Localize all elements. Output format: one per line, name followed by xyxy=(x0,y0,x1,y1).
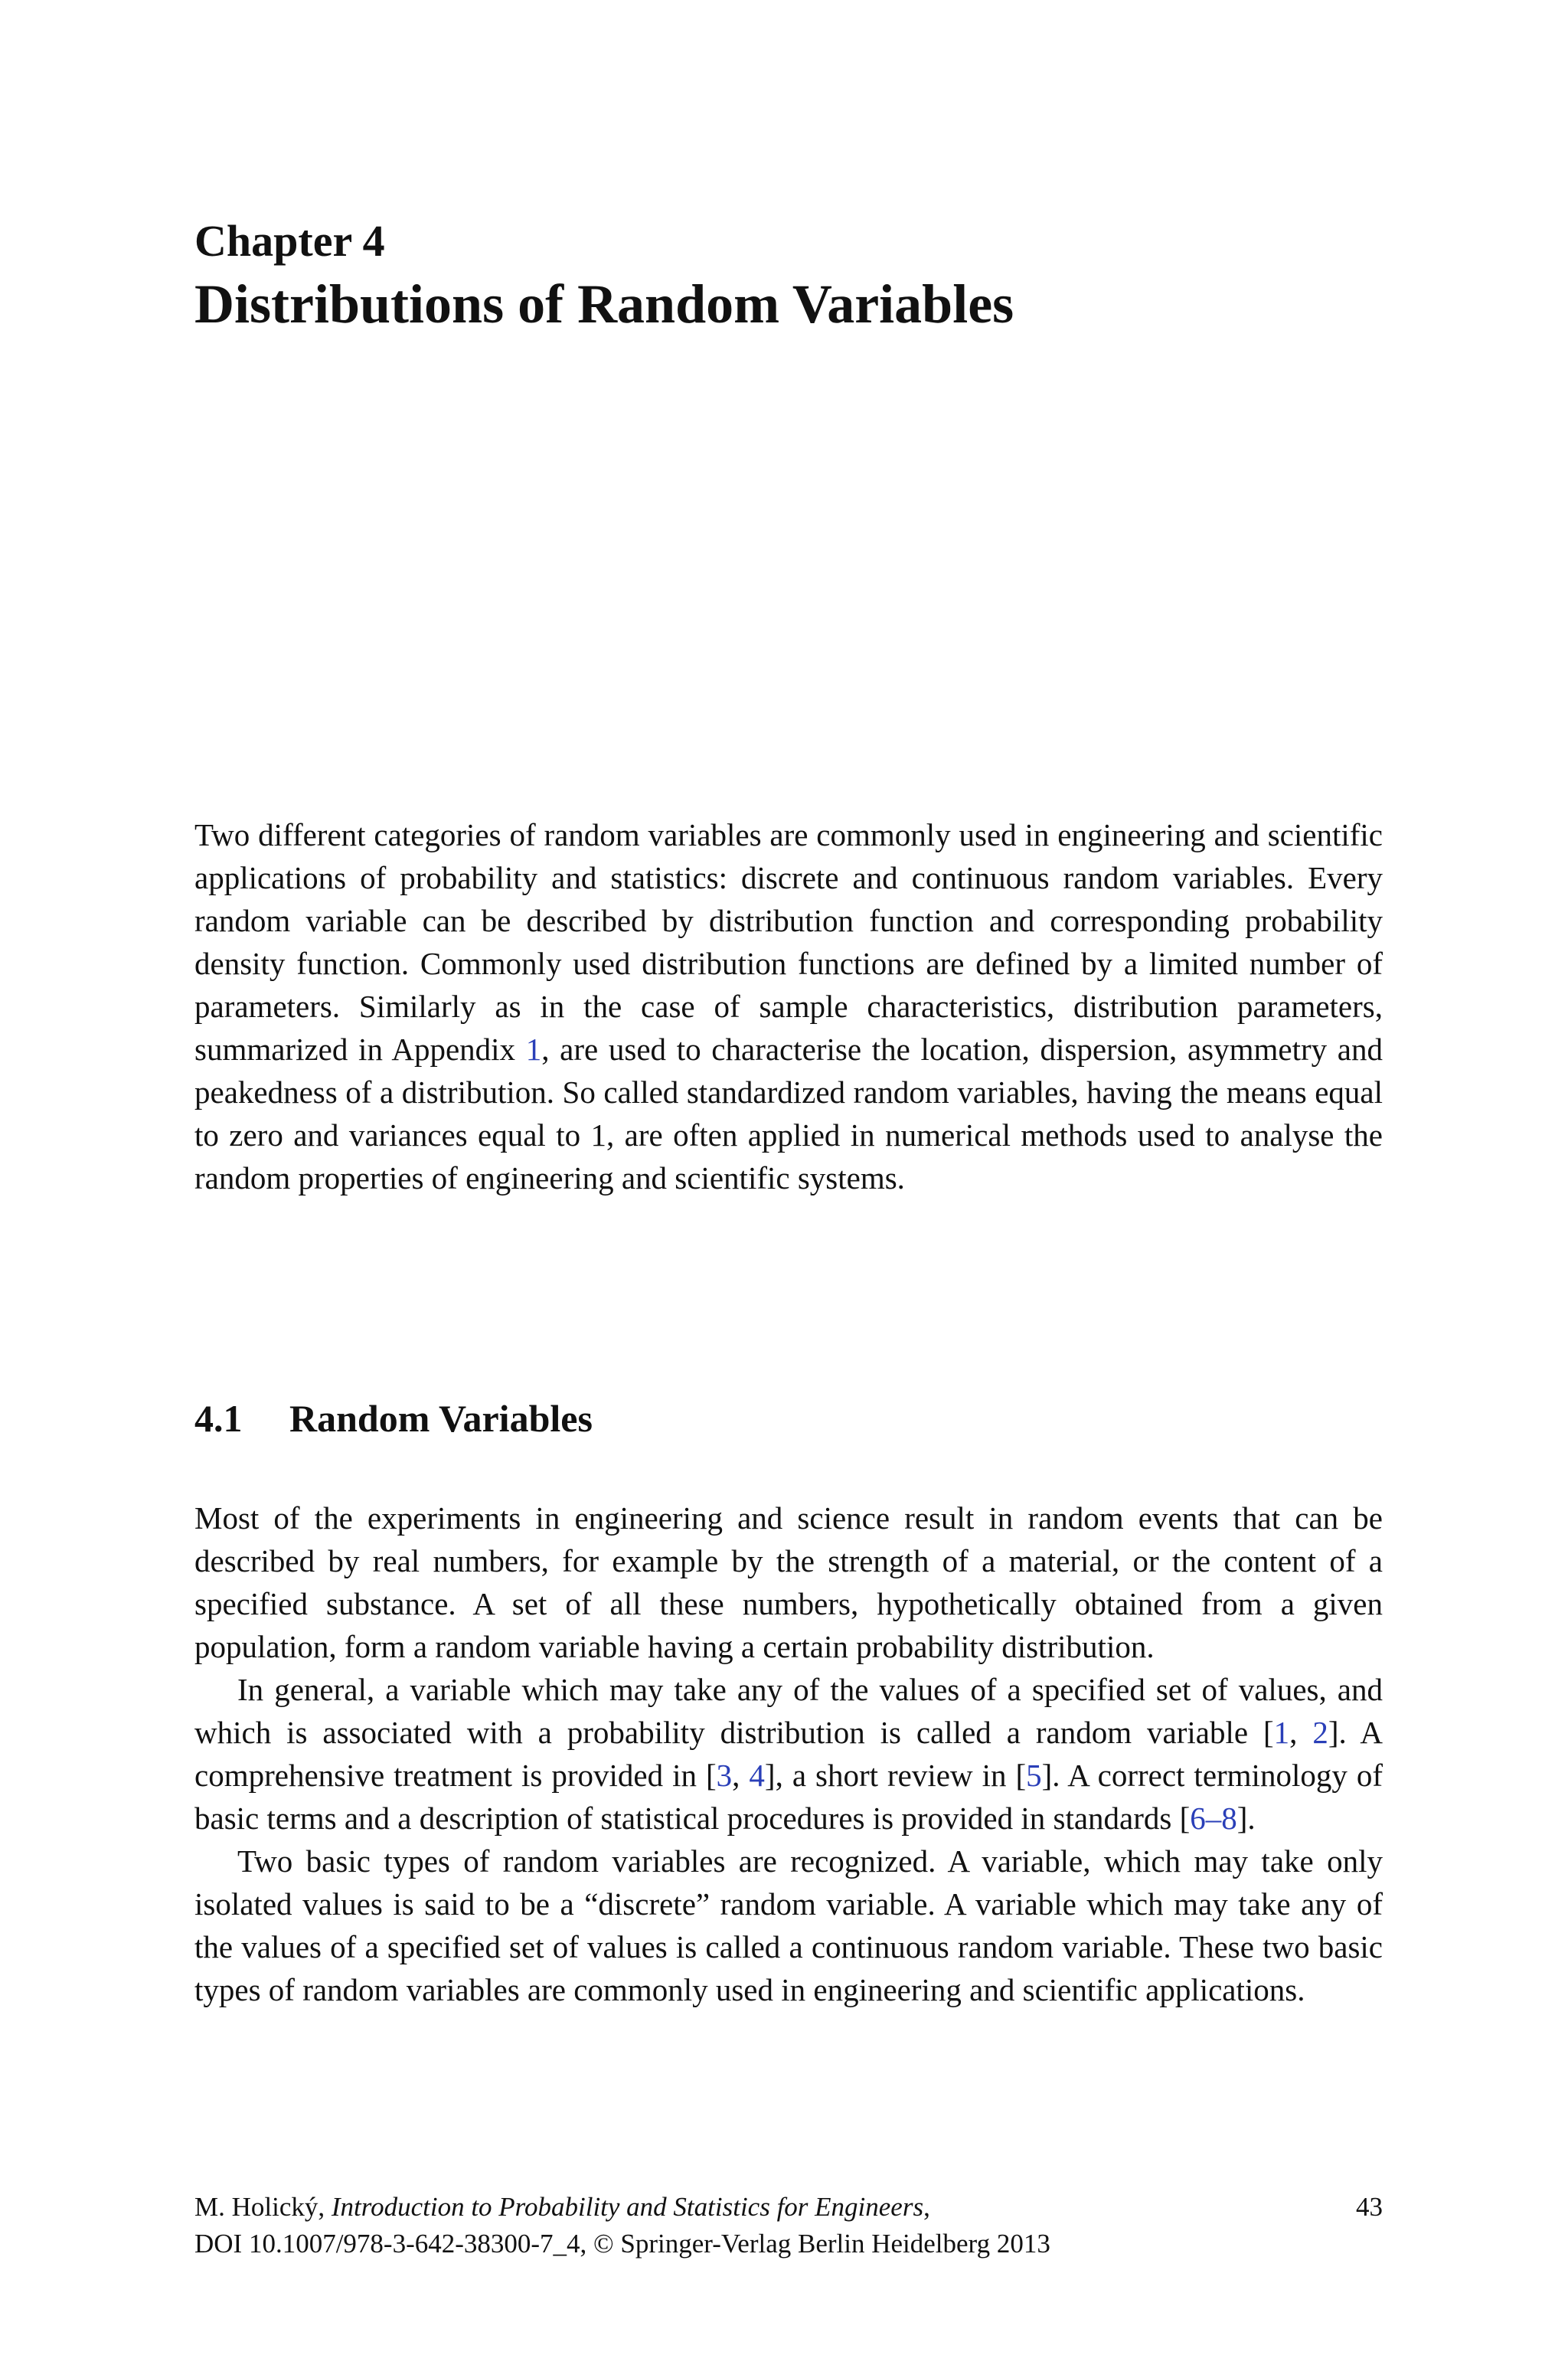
citation-link[interactable]: 6–8 xyxy=(1190,1801,1237,1836)
citation-link[interactable]: 5 xyxy=(1026,1758,1042,1793)
chapter-abstract xyxy=(194,813,1383,1199)
paragraph-text: In general, a variable which may take any of the values of a specified set of values, and which is associated with a probability distribution is called a random variable [ xyxy=(194,1672,1383,1750)
citation-link[interactable]: 4 xyxy=(749,1758,765,1793)
paragraph xyxy=(194,1668,1383,1840)
section-title: Random Variables xyxy=(289,1397,593,1440)
abstract-text: Two different categories of random variables are commonly used in engineering and scientific applications of probability and statistics: discrete and continuous random variables. Every random variable can be described by distribution function and corresponding probability density function. Commonly used distribution functions are defined by a limited number of parameters. Similarly as in the case of sample characteristics, distribution parameters, summarized in Appendix xyxy=(194,817,1383,1067)
page-number: 43 xyxy=(1356,2192,1383,2222)
paragraph-text: ], a short review in [ xyxy=(764,1758,1027,1793)
footer-comma: , xyxy=(923,2192,930,2222)
section-heading xyxy=(194,1395,593,1441)
footer-book-title: Introduction to Probability and Statistics for Engineers xyxy=(331,2192,924,2222)
footer-citation xyxy=(194,2189,930,2226)
paragraph-text: , xyxy=(1289,1715,1313,1750)
page-footer xyxy=(194,2189,1383,2262)
paragraph-text: ]. A correct terminology of basic terms and a description of statistical procedures is provided in standards [ xyxy=(194,1758,1383,1836)
footer-author: M. Holický, xyxy=(194,2192,332,2222)
footer-doi: DOI 10.1007/978-3-642-38300-7_4, © Springer-Verlag Berlin Heidelberg 2013 xyxy=(194,2229,1050,2259)
footer-citation-line xyxy=(194,2189,1383,2226)
chapter-label: Chapter 4 xyxy=(194,216,385,266)
citation-link[interactable]: 3 xyxy=(716,1758,733,1793)
section-body xyxy=(194,1496,1383,2011)
paragraph: Most of the experiments in engineering and science result in random events that can be described by real numbers, for example by the strength of a material, or the content of a specified substance. A set of all these numbers, hypothetically obtained from a given population, form a random variable having a certain probability distribution. xyxy=(194,1500,1383,1664)
paragraph: Two basic types of random variables are recognized. A variable, which may take only isolated values is said to be a “discrete” random variable. A variable which may take any of the values of a specified set of values is called a continuous random variable. These two basic types of random variables are commonly used in engineering and scientific applications. xyxy=(194,1843,1383,2007)
abstract-text: , are used to characterise the location, dispersion, asymmetry and peakedness of a distribution. So called standardized random variables, having the means equal to zero and variances equal to 1, are often applied in numerical methods used to analyse the random properties of engineering and scientific systems. xyxy=(194,1032,1383,1196)
paragraph-text: , xyxy=(732,1758,750,1793)
chapter-title: Distributions of Random Variables xyxy=(194,273,1014,335)
appendix-reference-link[interactable]: 1 xyxy=(525,1032,542,1067)
paragraph-text: ]. A comprehensive treatment is provided in [ xyxy=(194,1715,1383,1793)
citation-link[interactable]: 2 xyxy=(1312,1715,1328,1750)
citation-link[interactable]: 1 xyxy=(1273,1715,1290,1750)
paragraph-text: ]. xyxy=(1236,1801,1256,1836)
section-number: 4.1 xyxy=(194,1397,243,1440)
